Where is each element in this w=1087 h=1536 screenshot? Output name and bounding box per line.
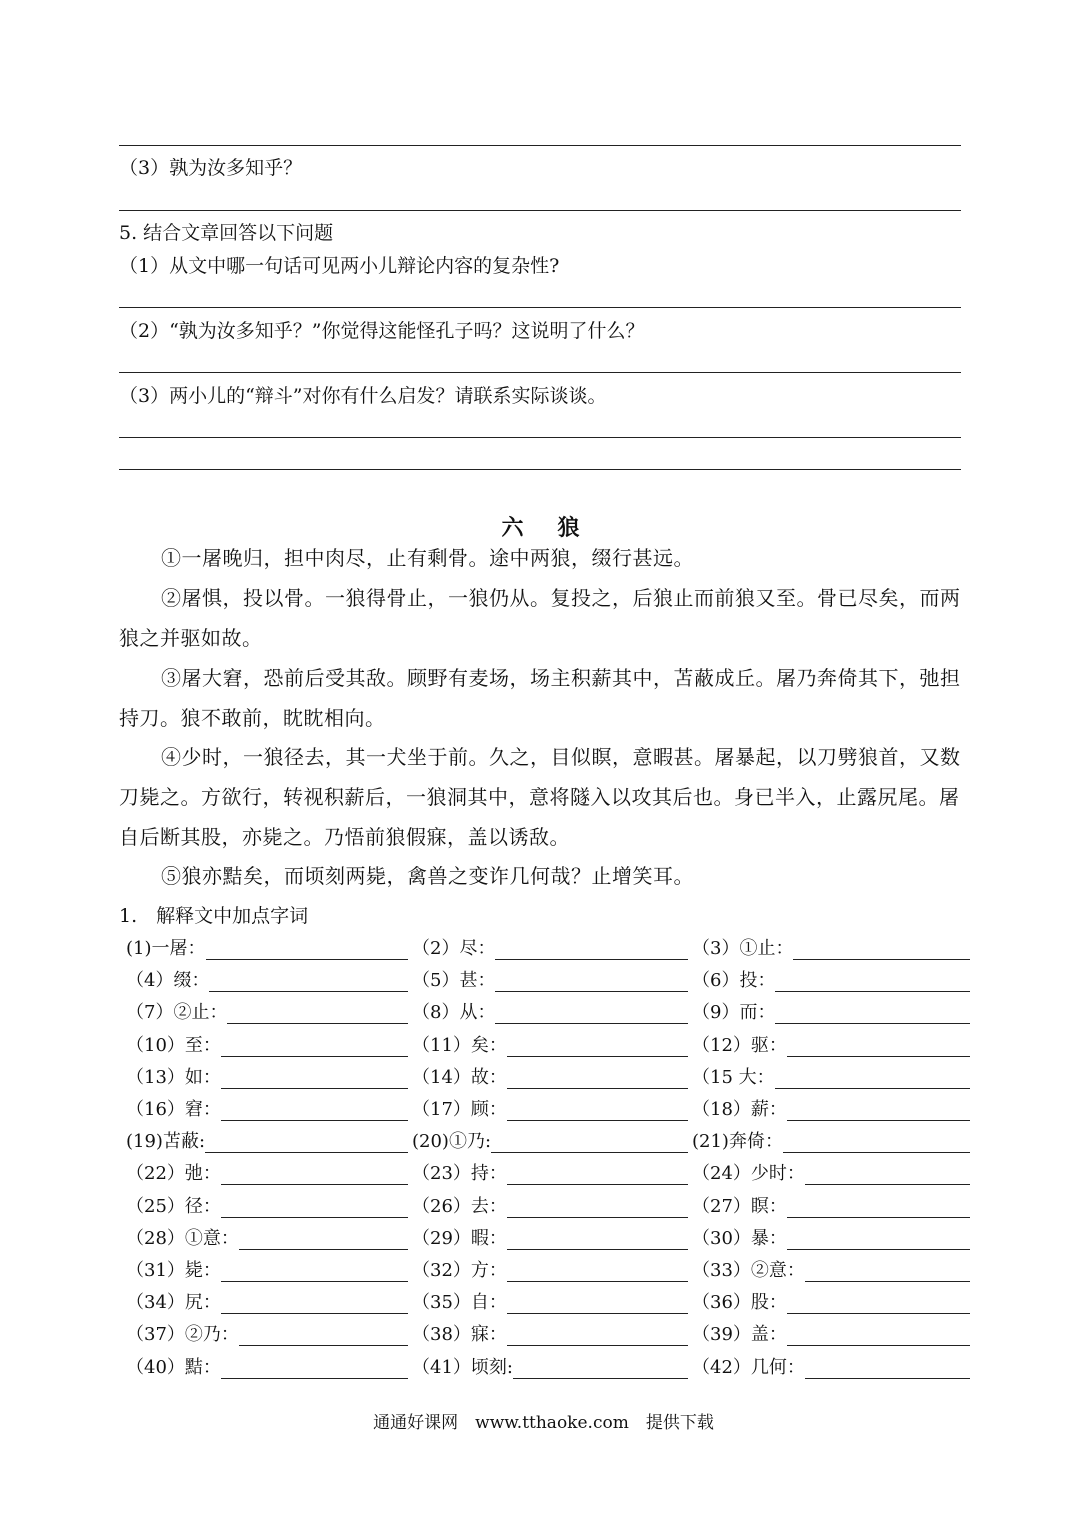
- vocab-row: [126, 1224, 972, 1248]
- answer-blank[interactable]: [787, 1100, 970, 1121]
- vocab-item: [126, 1256, 408, 1282]
- vocab-label: （11）矣：: [412, 1034, 507, 1056]
- vocab-label: （41）顷刻:: [412, 1356, 513, 1378]
- vocab-item: [692, 966, 970, 992]
- vocab-label: （39）盖：: [692, 1324, 787, 1346]
- answer-blank[interactable]: [783, 1132, 970, 1153]
- vocab-label: （18）薪：: [692, 1099, 787, 1120]
- vocab-item: [692, 1031, 970, 1057]
- q5-item-2: （2）“孰为汝多知乎？”你觉得这能怪孔子吗？这说明了什么？: [119, 320, 645, 342]
- vocab-label: （2）尽：: [412, 938, 496, 959]
- answer-blank[interactable]: [507, 1036, 688, 1057]
- vocab-item: [692, 1127, 970, 1153]
- answer-blank[interactable]: [507, 1100, 688, 1121]
- answer-blank[interactable]: [787, 1036, 970, 1057]
- vocab-label: （27）瞑：: [692, 1195, 787, 1217]
- passage-paragraph-4: ④少时，一狼径去，其一犬坐于前。久之，目似瞑，意暇甚。屠暴起，以刀劈狼首，又数刀毙之。方欲行，转视积薪后，一狼洞其中，意将隧入以攻其后也。身已半入，止露尻尾。屠自后断其股，亦毙之。乃悟前狼假寐，盖以诱敌。: [119, 745, 961, 849]
- vocab-label: （28）①意：: [126, 1227, 239, 1249]
- vocab-row: [126, 1031, 972, 1055]
- vocab-label: （23）持：: [412, 1163, 507, 1185]
- vocab-item: [126, 1063, 408, 1089]
- vocab-row: [126, 1127, 972, 1151]
- passage-paragraph-5: ⑤狼亦黠矣，而顷刻两毙，禽兽之变诈几何哉？止增笑耳。: [161, 864, 694, 888]
- vocab-row: [126, 1256, 972, 1280]
- vocab-label: （15 大：: [692, 1066, 775, 1088]
- vocab-item: [692, 1256, 970, 1282]
- vocab-row: [126, 998, 972, 1022]
- q4-item-3: （3）孰为汝多知乎？: [119, 157, 303, 179]
- vocab-label: （38）寐：: [412, 1324, 507, 1346]
- vocab-label: （10）至：: [126, 1034, 221, 1056]
- vocab-label: （3）①止：: [692, 938, 794, 959]
- vocab-item: [126, 1224, 408, 1250]
- vocab-label: （35）自：: [412, 1292, 507, 1314]
- vocab-row: [126, 1320, 972, 1344]
- vocab-label: (20)①乃:: [412, 1131, 492, 1153]
- vocab-label: （31）毙：: [126, 1260, 221, 1281]
- vocab-label: （37）②乃：: [126, 1324, 239, 1346]
- answer-blank[interactable]: [775, 1068, 970, 1089]
- answer-blank[interactable]: [221, 1261, 408, 1282]
- vocab-item: [412, 998, 688, 1024]
- vocab-item: [412, 1063, 688, 1089]
- vocab-label: （9）而：: [692, 1002, 776, 1024]
- answer-blank[interactable]: [787, 1325, 970, 1346]
- vocab-label: （22）弛：: [126, 1163, 221, 1185]
- vocab-label: （14）故：: [412, 1066, 507, 1088]
- vocab-item: [412, 1159, 688, 1185]
- vocab-label: （12）驱：: [692, 1034, 787, 1056]
- vocab-label: （24）少时：: [692, 1163, 805, 1185]
- passage-paragraph-1: ①一屠晚归，担中肉尽，止有剩骨。途中两狼，缀行甚远。: [161, 546, 694, 570]
- q5-item-3: （3）两小儿的“辩斗”对你有什么启发？请联系实际谈谈。: [119, 385, 607, 407]
- answer-blank[interactable]: [507, 1164, 688, 1185]
- vocab-label: （42）几何：: [692, 1356, 805, 1378]
- vocab-item: [412, 1095, 688, 1121]
- vocab-label: (21)奔倚：: [692, 1131, 783, 1153]
- answer-blank[interactable]: [775, 1003, 970, 1024]
- vocab-item: [692, 1063, 970, 1089]
- vocab-row: [126, 1063, 972, 1087]
- vocab-item: [692, 1288, 970, 1314]
- vocab-item: [692, 1192, 970, 1218]
- vocab-item: [126, 1095, 408, 1121]
- answer-blank[interactable]: [507, 1261, 688, 1282]
- answer-blank[interactable]: [205, 1132, 408, 1153]
- answer-blank[interactable]: [239, 1325, 408, 1346]
- vocab-label: （7）②止：: [126, 1002, 228, 1024]
- vocab-label: （25）径：: [126, 1195, 221, 1217]
- answer-line: [119, 145, 961, 146]
- q5-item-1: （1）从文中哪一句话可见两小儿辩论内容的复杂性?: [119, 255, 560, 277]
- vocab-item: [126, 1127, 408, 1153]
- vocab-item: [692, 1095, 970, 1121]
- answer-blank[interactable]: [491, 1132, 688, 1153]
- answer-blank[interactable]: [495, 939, 688, 960]
- vocab-item: [126, 966, 408, 992]
- vocab-label: （6）投：: [692, 970, 776, 992]
- vocab-label: (19)苫蔽:: [126, 1131, 206, 1153]
- vocab-label: （29）暇：: [412, 1227, 507, 1249]
- vocab-item: [126, 1192, 408, 1218]
- answer-blank[interactable]: [513, 1358, 688, 1379]
- vocab-label: （13）如：: [126, 1066, 221, 1088]
- answer-blank[interactable]: [805, 1358, 970, 1379]
- answer-blank[interactable]: [206, 939, 409, 960]
- answer-blank[interactable]: [787, 1293, 970, 1314]
- answer-blank[interactable]: [221, 1036, 408, 1057]
- vocab-item: [412, 1256, 688, 1282]
- vocab-label: （30）暴：: [692, 1227, 787, 1249]
- vocab-row: [126, 1353, 972, 1377]
- vocab-label: （34）尻：: [126, 1292, 221, 1314]
- passage-paragraph-3: ③屠大窘，恐前后受其敌。顾野有麦场，场主积薪其中，苫蔽成丘。屠乃奔倚其下，弛担持刀。狼不敢前，眈眈相向。: [119, 666, 961, 730]
- answer-blank[interactable]: [507, 1229, 688, 1250]
- vocab-label: （16）窘：: [126, 1099, 221, 1120]
- section-title: 六 狼: [501, 515, 586, 541]
- vocab-item: [126, 1031, 408, 1057]
- vocab-label: （40）黠：: [126, 1356, 221, 1378]
- answer-blank[interactable]: [221, 1164, 408, 1185]
- vocab-item: [126, 1288, 408, 1314]
- vocab-label: （26）去：: [412, 1195, 507, 1217]
- vocab-item: [412, 1224, 688, 1250]
- answer-blank[interactable]: [805, 1261, 970, 1282]
- answer-line: [119, 437, 961, 438]
- answer-blank[interactable]: [221, 1068, 408, 1089]
- answer-blank[interactable]: [221, 1358, 408, 1379]
- answer-blank[interactable]: [805, 1164, 970, 1185]
- vocab-item: [692, 1353, 970, 1379]
- vocab-item: [692, 1159, 970, 1185]
- vocab-label: (1)一屠：: [126, 938, 206, 959]
- answer-line: [119, 372, 961, 373]
- vocab-item: [692, 934, 970, 960]
- vocab-label: （17）顾：: [412, 1099, 507, 1120]
- vocab-row: [126, 966, 972, 990]
- vocab-item: [692, 1224, 970, 1250]
- answer-blank[interactable]: [221, 1293, 408, 1314]
- vocab-row: [126, 1288, 972, 1312]
- answer-blank[interactable]: [775, 971, 970, 992]
- answer-blank[interactable]: [787, 1197, 970, 1218]
- vocab-heading: 1. 解释文中加点字词: [119, 905, 309, 927]
- answer-blank[interactable]: [793, 939, 970, 960]
- vocab-row: [126, 1095, 972, 1119]
- answer-blank[interactable]: [221, 1197, 408, 1218]
- vocab-item: [412, 1192, 688, 1218]
- answer-blank[interactable]: [787, 1229, 970, 1250]
- answer-line: [119, 307, 961, 308]
- vocab-item: [126, 1320, 408, 1346]
- vocab-label: （36）股：: [692, 1292, 787, 1314]
- answer-line: [119, 469, 961, 470]
- vocab-item: [412, 1031, 688, 1057]
- vocab-row: [126, 1159, 972, 1183]
- answer-blank[interactable]: [209, 971, 408, 992]
- answer-blank[interactable]: [507, 1293, 688, 1314]
- vocab-item: [692, 1320, 970, 1346]
- answer-blank[interactable]: [495, 971, 688, 992]
- vocab-row: [126, 1192, 972, 1216]
- vocab-item: [412, 1127, 688, 1153]
- vocab-item: [412, 1288, 688, 1314]
- vocab-item: [412, 1320, 688, 1346]
- vocab-item: [692, 998, 970, 1024]
- answer-blank[interactable]: [507, 1197, 688, 1218]
- answer-blank[interactable]: [507, 1068, 688, 1089]
- answer-blank[interactable]: [507, 1325, 688, 1346]
- vocab-row: [126, 934, 972, 958]
- vocab-item: [412, 966, 688, 992]
- answer-blank[interactable]: [495, 1003, 688, 1024]
- vocab-label: （32）方：: [412, 1260, 507, 1281]
- answer-blank[interactable]: [221, 1100, 408, 1121]
- vocab-label: （4）缀：: [126, 970, 210, 992]
- vocab-item: [126, 934, 408, 960]
- vocab-label: （33）②意：: [692, 1260, 805, 1281]
- answer-blank[interactable]: [239, 1229, 408, 1250]
- vocab-label: （5）甚：: [412, 970, 496, 992]
- vocab-item: [126, 1353, 408, 1379]
- vocab-label: （8）从：: [412, 1002, 496, 1024]
- vocab-item: [126, 998, 408, 1024]
- vocab-item: [412, 934, 688, 960]
- q5-heading: 5. 结合文章回答以下问题: [119, 222, 334, 244]
- page-footer: 通通好课网 www.tthaoke.com 提供下载: [373, 1413, 714, 1433]
- vocab-item: [126, 1159, 408, 1185]
- answer-line: [119, 210, 961, 211]
- passage-paragraph-2: ②屠惧，投以骨。一狼得骨止，一狼仍从。复投之，后狼止而前狼又至。骨已尽矣，而两狼之并驱如故。: [119, 586, 961, 650]
- vocab-item: [412, 1353, 688, 1379]
- answer-blank[interactable]: [227, 1003, 408, 1024]
